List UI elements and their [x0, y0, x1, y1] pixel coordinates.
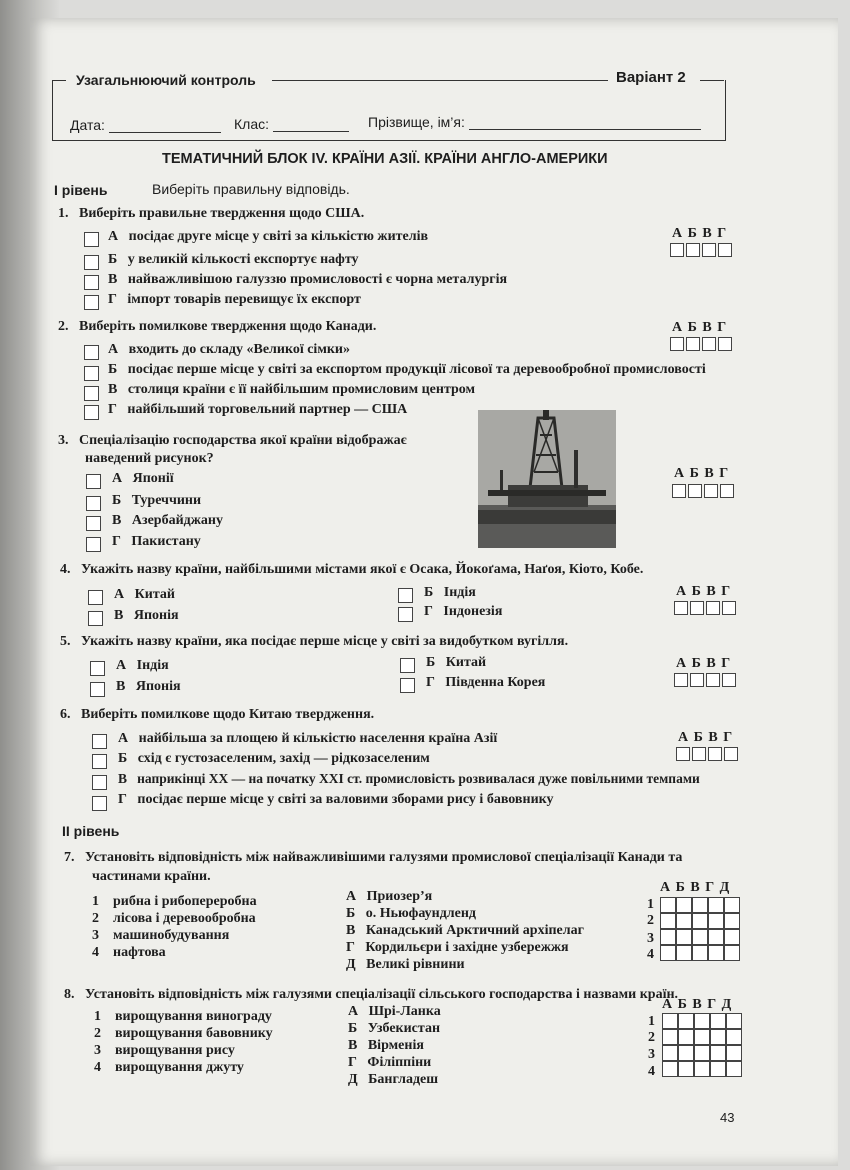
option-3c: В Азербайджану — [112, 513, 223, 528]
checkbox-2b[interactable] — [84, 366, 99, 381]
answer-letters-5: А Б В Г Д — [660, 880, 731, 895]
checkbox-1c[interactable] — [84, 275, 99, 290]
checkbox-6b[interactable] — [92, 754, 107, 769]
option-5a: А Індія — [116, 658, 169, 673]
level1-label: І рівень — [54, 182, 108, 198]
question-8: 8. Установіть відповідність між галузями спеціалізації сільського господарства і назвами країн. — [64, 987, 679, 1002]
q7-right-b: Б о. Ньюфаундленд — [346, 906, 477, 921]
matching-grid-7[interactable] — [660, 897, 740, 961]
checkbox-3a[interactable] — [86, 474, 101, 489]
q8-left-3: 3 вирощування рису — [94, 1043, 235, 1058]
checkbox-2a[interactable] — [84, 345, 99, 360]
q8-right-a: А Шрі-Ланка — [348, 1004, 441, 1019]
page-number: 43 — [720, 1110, 735, 1125]
checkbox-4c[interactable] — [88, 611, 103, 626]
option-5b: Б Китай — [426, 655, 487, 670]
answer-letters: А Б В Г — [678, 730, 734, 745]
q8-left-2: 2 вирощування бавовнику — [94, 1026, 273, 1041]
option-2b: Б посідає перше місце у світі за експортом продукції лісової та деревообробної промисловості — [108, 362, 706, 377]
q8-left-4: 4 вирощування джуту — [94, 1060, 244, 1075]
class-label: Клас: — [234, 116, 269, 132]
answer-letters: А Б В Г — [672, 320, 728, 335]
answer-boxes-6[interactable] — [676, 747, 740, 761]
option-1d: Г імпорт товарів перевищує їх експорт — [108, 292, 361, 307]
checkbox-1d[interactable] — [84, 295, 99, 310]
option-4d: Г Індонезія — [424, 604, 503, 619]
checkbox-3b[interactable] — [86, 496, 101, 511]
matching-grid-8[interactable] — [662, 1013, 742, 1077]
answer-letters: А Б В Г — [674, 466, 730, 481]
option-5c: В Японія — [116, 679, 181, 694]
date-line[interactable] — [109, 118, 221, 133]
answer-letters: А Б В Г — [676, 656, 732, 671]
option-2c: В столиця країни є її найбільшим промисловим центром — [108, 382, 476, 397]
q7-right-c: В Канадський Арктичний архіпелаг — [346, 923, 584, 938]
question-text: Виберіть правильне твердження щодо США. — [79, 206, 365, 221]
row-number: 4 — [647, 947, 654, 962]
option-3a: А Японії — [112, 471, 174, 486]
class-field[interactable] — [234, 116, 349, 132]
name-line[interactable] — [469, 115, 701, 130]
q7-left-3: 3 машинобудування — [92, 928, 230, 943]
row-number: 1 — [648, 1014, 655, 1029]
option-3b: Б Туреччини — [112, 493, 202, 508]
question-7-line2: частинами країни. — [92, 869, 211, 884]
checkbox-3d[interactable] — [86, 537, 101, 552]
checkbox-4d[interactable] — [398, 607, 413, 622]
q8-right-e: Д Бангладеш — [348, 1072, 439, 1087]
answer-letters: А Б В Г — [676, 584, 732, 599]
question-6: 6. Виберіть помилкове щодо Китаю твердження. — [60, 707, 375, 722]
answer-boxes-3[interactable] — [672, 484, 736, 498]
checkbox-1b[interactable] — [84, 255, 99, 270]
question-number: 1. — [58, 206, 69, 221]
checkbox-6c[interactable] — [92, 775, 107, 790]
option-6b: Б схід є густозаселеним, захід — рідкозаселеним — [118, 751, 430, 766]
checkbox-2d[interactable] — [84, 405, 99, 420]
checkbox-5b[interactable] — [400, 658, 415, 673]
row-number: 2 — [648, 1030, 655, 1045]
checkbox-2c[interactable] — [84, 386, 99, 401]
answer-boxes-1[interactable] — [670, 243, 734, 257]
question-7: 7. Установіть відповідність між найважливішими галузями промислової спеціалізації Канади та — [64, 850, 683, 865]
option-4a: А Китай — [114, 587, 175, 602]
question-4: 4. Укажіть назву країни, найбільшими містами якої є Осака, Йокоґама, Наґоя, Кіото, Кобе. — [60, 562, 644, 577]
level2-label: ІІ рівень — [62, 823, 120, 839]
option-5d: Г Південна Корея — [426, 675, 546, 690]
answer-letters: А Б В Г — [672, 226, 728, 241]
block-title: ТЕМАТИЧНИЙ БЛОК IV. КРАЇНИ АЗІЇ. КРАЇНИ АНГЛО-АМЕРИКИ — [162, 151, 608, 167]
question-5: 5. Укажіть назву країни, яка посідає перше місце у світі за видобутком вугілля. — [60, 634, 569, 649]
checkbox-5d[interactable] — [400, 678, 415, 693]
checkbox-4b[interactable] — [398, 588, 413, 603]
level1-instruction: Виберіть правильну відповідь. — [152, 181, 350, 197]
option-3d: Г Пакистану — [112, 534, 201, 549]
option-6a: А найбільша за площею й кількістю населення країна Азії — [118, 731, 498, 746]
header-title: Узагальнюючий контроль — [76, 72, 256, 88]
option-1b: Б у великій кількості експортує нафту — [108, 252, 359, 267]
checkbox-6d[interactable] — [92, 796, 107, 811]
q7-right-a: А Приозер’я — [346, 889, 433, 904]
answer-boxes-5[interactable] — [674, 673, 738, 687]
checkbox-5a[interactable] — [90, 661, 105, 676]
checkbox-6a[interactable] — [92, 734, 107, 749]
q8-left-1: 1 вирощування винограду — [94, 1009, 272, 1024]
q7-right-e: Д Великі рівнини — [346, 957, 465, 972]
row-number: 2 — [647, 913, 654, 928]
checkbox-5c[interactable] — [90, 682, 105, 697]
option-6c: В наприкінці XX — на початку XXI ст. промисловість розвивалася дуже повільними темпами — [118, 771, 700, 786]
row-number: 1 — [647, 897, 654, 912]
option-2a: А входить до складу «Великої сімки» — [108, 342, 350, 357]
oil-rig-photo — [478, 410, 616, 548]
q8-right-b: Б Узбекистан — [348, 1021, 441, 1036]
date-field[interactable] — [70, 117, 221, 133]
row-number: 3 — [648, 1047, 655, 1062]
option-4c: В Японія — [114, 608, 179, 623]
question-3-line2: наведений рисунок? — [85, 451, 214, 466]
option-4b: Б Індія — [424, 585, 476, 600]
name-field[interactable] — [368, 114, 701, 130]
option-2d: Г найбільший торговельний партнер — США — [108, 402, 408, 417]
question-3: 3. Спеціалізацію господарства якої країни відображає — [58, 433, 407, 448]
row-number: 3 — [647, 931, 654, 946]
answer-boxes-2[interactable] — [670, 337, 734, 351]
q7-right-d: Г Кордильєри і західне узбережжя — [346, 940, 569, 955]
date-label: Дата: — [70, 117, 105, 133]
checkbox-3c[interactable] — [86, 516, 101, 531]
q7-left-2: 2 лісова і деревообробна — [92, 911, 256, 926]
option-1a: А посідає друге місце у світі за кількістю жителів — [108, 229, 429, 244]
q7-left-1: 1 рибна і рибопереробна — [92, 894, 257, 909]
variant-label: Варіант 2 — [616, 69, 686, 86]
checkbox-4a[interactable] — [88, 590, 103, 605]
answer-boxes-4[interactable] — [674, 601, 738, 615]
option-1c: В найважливішою галуззю промисловості є чорна металургія — [108, 272, 508, 287]
oil-rig-icon — [478, 410, 616, 548]
row-number: 4 — [648, 1064, 655, 1079]
question-1 — [58, 206, 364, 222]
answer-letters-5: А Б В Г Д — [662, 997, 733, 1012]
question-2: 2. Виберіть помилкове твердження щодо Канади. — [58, 319, 377, 334]
class-line[interactable] — [273, 117, 349, 132]
q8-right-c: В Вірменія — [348, 1038, 424, 1053]
name-label: Прізвище, ім’я: — [368, 114, 465, 130]
option-6d: Г посідає перше місце у світі за валовими зборами рису і бавовнику — [118, 792, 554, 807]
q7-left-4: 4 нафтова — [92, 945, 166, 960]
checkbox-1a[interactable] — [84, 232, 99, 247]
q8-right-d: Г Філіппіни — [348, 1055, 432, 1070]
